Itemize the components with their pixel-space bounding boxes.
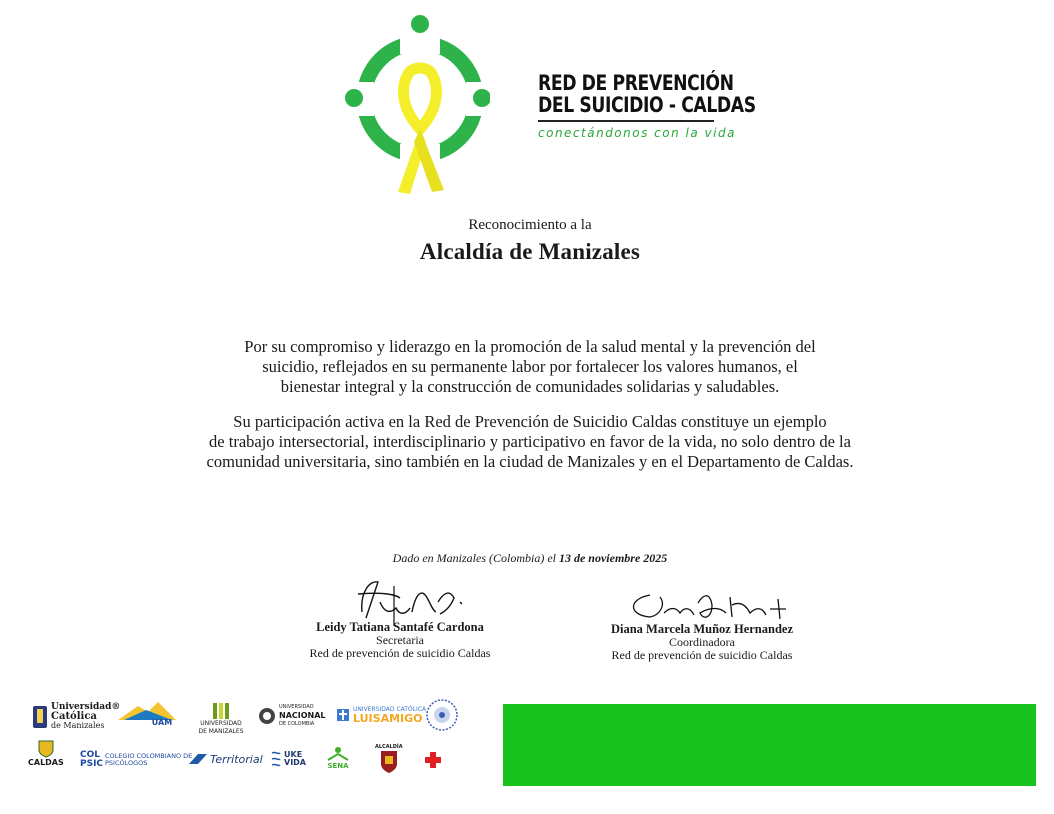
leaf-icon: [210, 702, 232, 720]
logo-colpsic: [80, 751, 192, 769]
colpsic-line1: COLEGIO COLOMBIANO DE: [105, 752, 193, 760]
uke-text: UKE VIDA: [284, 750, 306, 767]
seal-icon: [426, 699, 458, 731]
colpsic-short: COL PSIC: [80, 750, 104, 769]
amigo-line1: UNIVERSIDAD CATÓLICA: [353, 706, 427, 713]
green-circle-yellow-ribbon-icon: [340, 14, 490, 199]
signer-role: Coordinadora: [669, 635, 735, 649]
cross-icon: [336, 708, 350, 722]
paragraph2-line1: Su participación activa en la Red de Prevención de Suicidio Caldas constituye un ejemplo: [233, 412, 827, 431]
signer-org: Red de prevención de suicidio Caldas: [309, 646, 491, 660]
logo-alcaldia: [375, 744, 403, 774]
wave-icon: [270, 750, 282, 768]
logo-red-cross: [424, 751, 442, 769]
paragraph1-line3: bienestar integral y la construcción de comunidades solidarias y saludables.: [280, 377, 780, 396]
paragraph2-line2: de trabajo intersectorial, interdisciplinario y participativo en favor de la vida, no solo dentro de la: [209, 432, 851, 451]
colpsic-line2: PSICÓLOGOS: [105, 759, 148, 767]
signer-name: Diana Marcela Muñoz Hernandez: [610, 622, 794, 636]
umanizales-text: UNIVERSIDAD DE MANIZALES: [198, 720, 244, 735]
logo-universidad-nacional: [258, 703, 326, 728]
unal-line3: DE COLOMBIA: [279, 721, 315, 727]
logo-tagline: conectándonos con la vida: [538, 126, 736, 140]
sena-text: SENA: [327, 762, 349, 770]
signature-block-secretaria: [270, 621, 530, 660]
ucm-line2: Católica: [51, 711, 97, 722]
logo-gobernacion-caldas: [28, 740, 64, 767]
logo-divider: [538, 120, 714, 122]
issue-date-prefix: Dado en Manizales (Colombia) el: [392, 551, 559, 565]
shield-icon: [38, 740, 54, 758]
alcaldia-text: ALCALDÍA: [375, 744, 403, 750]
recipient-name: Alcaldía de Manizales: [419, 239, 641, 264]
logo-territorial: [188, 752, 263, 766]
logo-universidad-catolica-manizales: [32, 703, 120, 730]
paragraph1-line2: suicidio, reflejados en su permanente labor por fortalecer los valores humanos, el: [262, 357, 798, 376]
paragraph-participation: [120, 412, 940, 472]
swoosh-icon: [188, 752, 208, 766]
ucm-line3: de Manizales: [51, 721, 105, 730]
logo-title-line1: RED DE PREVENCIÓN: [538, 71, 734, 95]
signer-org: Red de prevención de suicidio Caldas: [611, 648, 793, 662]
logo-uke-vida: [270, 750, 306, 768]
logo-luis-amigo: [336, 706, 426, 724]
paragraph1-line1: Por su compromiso y liderazgo en la promoción de la salud mental y la prevención del: [244, 337, 816, 356]
signer-name: Leidy Tatiana Santafé Cardona: [316, 620, 484, 634]
logo-university-seal: [426, 699, 458, 731]
recognition-label: Reconocimiento a la: [468, 217, 592, 233]
ucm-line1: Universidad®: [51, 702, 121, 712]
logo-uam: [116, 700, 178, 727]
coat-of-arms-icon: [380, 750, 398, 774]
signature-scribble-coordinadora: [620, 585, 800, 625]
issue-date: 13 de noviembre 2025: [558, 551, 668, 565]
paragraph-commitment: [120, 337, 940, 397]
territorial-text: Territorial: [210, 752, 263, 766]
caldas-gob-text: CALDAS: [28, 758, 64, 767]
logo-sena: [326, 746, 350, 770]
issue-date-line: [0, 551, 1054, 566]
signer-role: Secretaria: [376, 633, 424, 647]
paragraph2-line3: comunidad universitaria, sino también en la ciudad de Manizales y en el Departamento de Caldas.: [206, 452, 854, 471]
unal-line1: UNIVERSIDAD: [279, 704, 314, 710]
unal-line2: NACIONAL: [279, 711, 326, 720]
logo-wordmark: [538, 71, 756, 140]
uam-text: UAM: [151, 718, 173, 727]
signature-block-coordinadora: [572, 623, 832, 662]
logo-universidad-manizales: [196, 702, 246, 736]
sena-figure-icon: [326, 746, 350, 762]
crest-icon: [258, 705, 276, 727]
green-banner-block: [503, 704, 1036, 786]
shield-icon: [32, 705, 48, 729]
logo-title-line2: DEL SUICIDIO - CALDAS: [538, 93, 756, 117]
red-cross-icon: [424, 751, 442, 769]
amigo-line2: LUISAMIGO: [353, 712, 423, 725]
